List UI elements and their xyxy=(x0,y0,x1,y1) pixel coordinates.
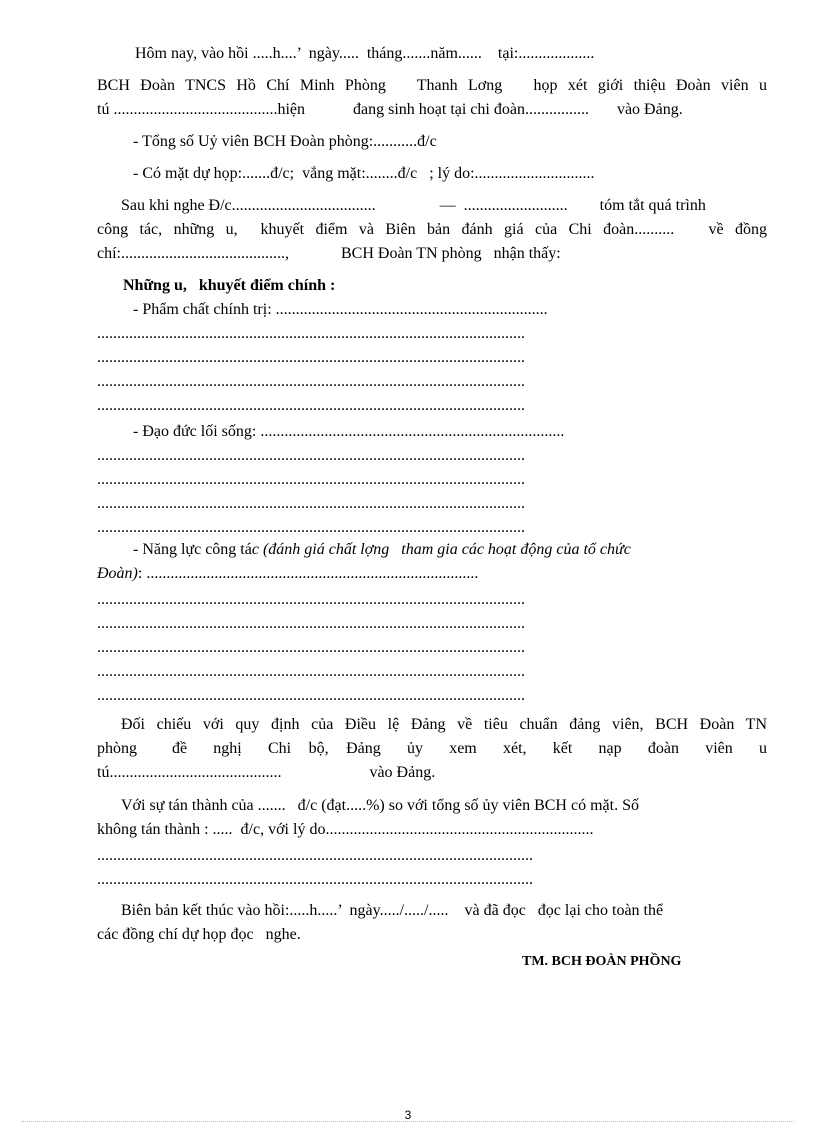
capacity-label xyxy=(133,540,631,560)
dotted-line: ............................................................................................................. xyxy=(97,847,533,864)
comparison-line-2: phòng đề nghị Chi bộ, Đảng ủy xem xét, kết nạp đoàn viên u xyxy=(97,740,767,757)
dotted-line: ........................................................................................................... xyxy=(97,447,525,464)
closing-line-1: Biên bản kết thúc vào hồi:.....h.....’ ngày...../...../..... và đã đọc đọc lại cho toàn thể xyxy=(121,902,664,919)
dotted-line: ........................................................................................................... xyxy=(97,591,525,608)
dotted-line: ........................................................................................................... xyxy=(97,325,525,342)
section-heading: Những u, khuyết điểm chính : xyxy=(123,277,336,294)
capacity-label-tail: : ................................................................................... xyxy=(137,565,479,582)
comparison-line-3: tú........................................... vào Đảng. xyxy=(97,764,436,781)
dotted-line: ........................................................................................................... xyxy=(97,373,525,390)
meeting-time-line: Hôm nay, vào hồi .....h....’ ngày..... tháng.......năm...... tại:................... xyxy=(135,45,595,62)
political-quality-label: - Phẩm chất chính trị: .................................................................... xyxy=(133,301,548,318)
dotted-line: ........................................................................................................... xyxy=(97,397,525,414)
footer-divider xyxy=(22,1121,794,1122)
dotted-line: ........................................................................................................... xyxy=(97,663,525,680)
dotted-line: ........................................................................................................... xyxy=(97,639,525,656)
attendance-line: - Có mặt dự họp:.......đ/c; vắng mặt:........đ/c ; lý do:.............................. xyxy=(133,165,595,182)
page-number: 3 xyxy=(404,1108,412,1122)
total-members-line: - Tổng số Uỷ viên BCH Đoàn phòng:...........đ/c xyxy=(133,133,437,150)
capacity-label-italic: c (đánh giá chất lợng tham gia các hoạt động của tổ chức xyxy=(251,541,631,558)
vote-line-1: Với sự tán thành của ....... đ/c (đạt.....%) so với tổng số ủy viên BCH có mặt. Số xyxy=(121,797,639,814)
dotted-line: ........................................................................................................... xyxy=(97,519,525,536)
summary-line-1: Sau khi nghe Đ/c.................................... — .......................... tóm tắt quá trình xyxy=(121,197,706,214)
capacity-label-italic-2: Đoàn) xyxy=(97,565,138,582)
capacity-label-plain: - Năng lực công tá xyxy=(133,541,252,558)
intro-line-2: tú .........................................hiện đang sinh hoạt tại chi đoàn................ vào Đảng. xyxy=(97,101,683,118)
comparison-line-1: Đối chiếu với quy định của Điều lệ Đảng về tiêu chuẩn đảng viên, BCH Đoàn TN xyxy=(121,716,767,733)
dotted-line: ........................................................................................................... xyxy=(97,471,525,488)
capacity-label-cont xyxy=(97,564,478,584)
closing-line-2: các đồng chí dự họp đọc nghe. xyxy=(97,926,301,943)
intro-line-1: BCH Đoàn TNCS Hồ Chí Minh Phòng Thanh Lơng họp xét giới thiệu Đoàn viên u xyxy=(97,77,767,94)
dotted-line: ............................................................................................................. xyxy=(97,871,533,888)
signature-title: TM. BCH ĐOÀN PHỒNG xyxy=(522,954,682,969)
vote-line-2: không tán thành : ..... đ/c, với lý do................................................................... xyxy=(97,821,594,838)
dotted-line: ........................................................................................................... xyxy=(97,615,525,632)
morality-label: - Đạo đức lối sống: ............................................................................ xyxy=(133,423,565,440)
summary-line-3: chí:........................................., BCH Đoàn TN phòng nhận thấy: xyxy=(97,245,561,262)
dotted-line: ........................................................................................................... xyxy=(97,687,525,704)
dotted-line: ........................................................................................................... xyxy=(97,349,525,366)
dotted-line: ........................................................................................................... xyxy=(97,495,525,512)
summary-line-2: công tác, những u, khuyết điểm và Biên bản đánh giá của Chi đoàn.......... về đồng xyxy=(97,221,767,238)
